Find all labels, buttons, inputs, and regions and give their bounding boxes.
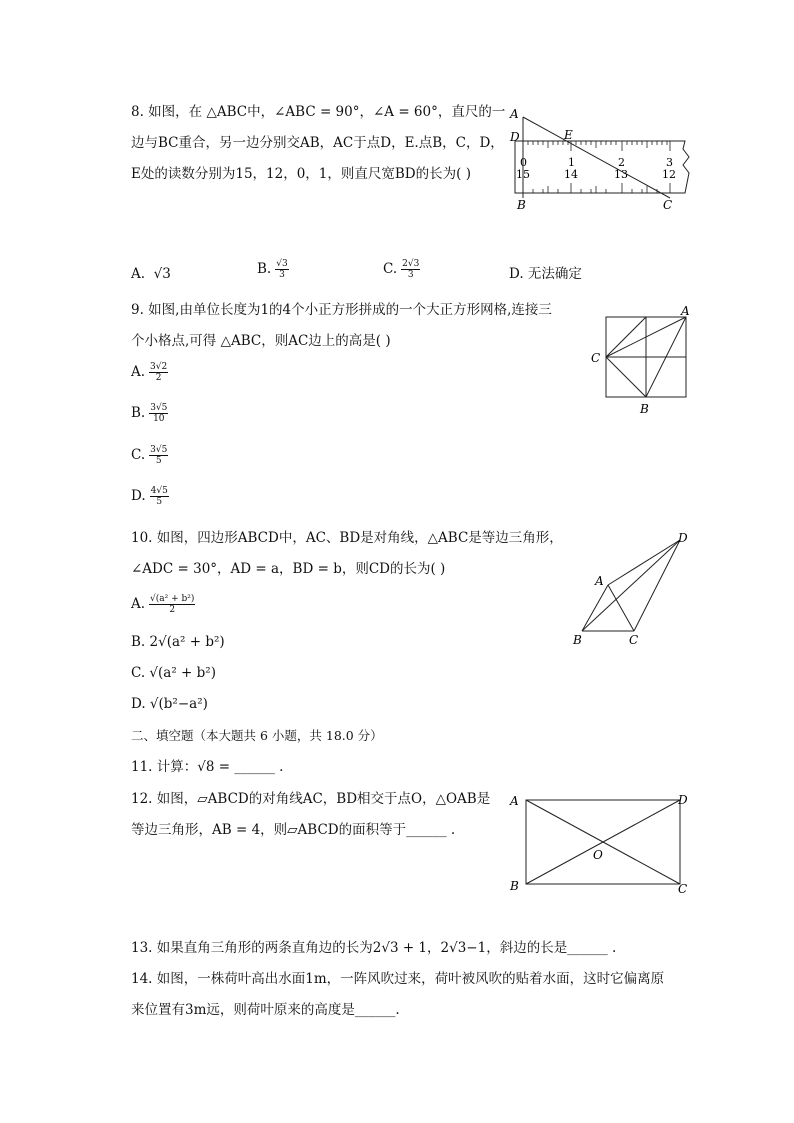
q12-line2: 等边三角形，AB = 4，则▱ABCD的面积等于______ .	[131, 822, 456, 838]
q9-option-a: A. $\frac{3√2}{2}$	[131, 362, 168, 383]
q11-text: 11. 计算：√8 = ______ .	[131, 759, 284, 775]
q10-option-a: A. $\frac{\text{√(a² + b²)}}{2}$	[131, 594, 195, 615]
ruler-outline	[515, 141, 689, 193]
ruler-ticks-top	[523, 141, 670, 151]
q8-figure	[505, 103, 695, 213]
label-c: C	[629, 633, 639, 647]
ruler-ticks-bottom	[523, 183, 670, 193]
ruler-bottom-14: 14	[564, 168, 578, 181]
segment-cd	[634, 540, 680, 631]
q9-figure	[588, 305, 692, 417]
label-o: O	[593, 848, 603, 862]
segment-c-top	[606, 317, 646, 357]
ruler-bottom-13: 13	[614, 168, 628, 181]
ruler-top-3: 3	[666, 156, 673, 169]
label-a: A	[681, 305, 690, 318]
label-d: D	[510, 130, 520, 144]
label-c: C	[591, 351, 601, 365]
label-b: B	[517, 198, 526, 212]
label-b: B	[573, 633, 582, 647]
q12-line1: 12. 如图，▱ABCD的对角线AC，BD相交于点O，△OAB是	[131, 791, 491, 807]
label-d: D	[678, 793, 688, 807]
label-c: C	[663, 198, 673, 212]
q10-option-d: D. √(b²−a²)	[131, 696, 208, 712]
segment-cb	[606, 357, 646, 397]
q13-text: 13. 如果直角三角形的两条直角边的长为2√3 + 1，2√3−1，斜边的长是______ .	[131, 940, 617, 956]
q9-option-b: B. $\frac{3√5}{10}$	[131, 403, 168, 424]
q8-option-c: C. $\frac{2√3}{3}$	[383, 259, 420, 280]
q10-line2: ∠ADC = 30°，AD = a，BD = b，则CD的长为( )	[131, 561, 446, 577]
q10-option-c: C. √(a² + b²)	[131, 665, 216, 681]
segment-ac	[523, 117, 670, 198]
segment-ac	[608, 585, 634, 631]
segment-ba	[582, 585, 608, 631]
label-e: E	[564, 128, 573, 142]
label-d: D	[678, 531, 688, 545]
label-b: B	[510, 879, 519, 893]
ruler-bottom-15: 15	[516, 168, 530, 181]
label-b: B	[640, 402, 649, 416]
section-title: 二、填空题（本大题共 6 小题，共 18.0 分）	[131, 728, 383, 743]
q8-option-b: B. $\frac{√3}{3}$	[257, 259, 288, 280]
label-a: A	[510, 794, 519, 808]
q14-line1: 14. 如图，一株荷叶高出水面1m，一阵风吹过来，荷叶被风吹的贴着水面，这时它偏离原	[131, 971, 665, 987]
q9-option-c: C. $\frac{3√5}{5}$	[131, 445, 168, 466]
q8-line1: 8. 如图，在 △ABC中，∠ABC = 90°，∠A = 60°，直尺的一	[131, 104, 506, 120]
q8-option-d: D. 无法确定	[509, 266, 582, 282]
ruler-bottom-12: 12	[662, 168, 676, 181]
q9-line2: 个小格点,可得 △ABC，则AC边上的高是( )	[131, 333, 391, 349]
q10-option-b: B. 2√(a² + b²)	[131, 634, 225, 650]
ruler-top-2: 2	[618, 156, 625, 169]
q14-line2: 来位置有3m远，则荷叶原来的高度是______.	[131, 1002, 400, 1018]
q10-line1: 10. 如图，四边形ABCD中，AC、BD是对角线，△ABC是等边三角形，	[131, 530, 563, 546]
label-a: A	[510, 107, 519, 121]
ruler-top-1: 1	[568, 156, 575, 169]
q8-option-a: A. √3	[131, 266, 171, 282]
ruler-top-0: 0	[520, 156, 527, 169]
q8-line3: E处的读数分别为15，12，0，1，则直尺宽BD的长为( )	[131, 166, 471, 182]
q8-line2: 边与BC重合，另一边分别交AB，AC于点D，E.点B，C，D，	[131, 135, 504, 151]
q9-line1: 9. 如图,由单位长度为1的4个小正方形拼成的一个大正方形网格,连接三	[131, 302, 552, 318]
q10-figure	[568, 530, 694, 650]
q12-figure	[505, 790, 695, 898]
label-c: C	[678, 882, 688, 896]
label-a: A	[595, 574, 604, 588]
segment-ad	[608, 540, 680, 585]
q9-option-d: D. $\frac{4√5}{5}$	[131, 486, 168, 507]
